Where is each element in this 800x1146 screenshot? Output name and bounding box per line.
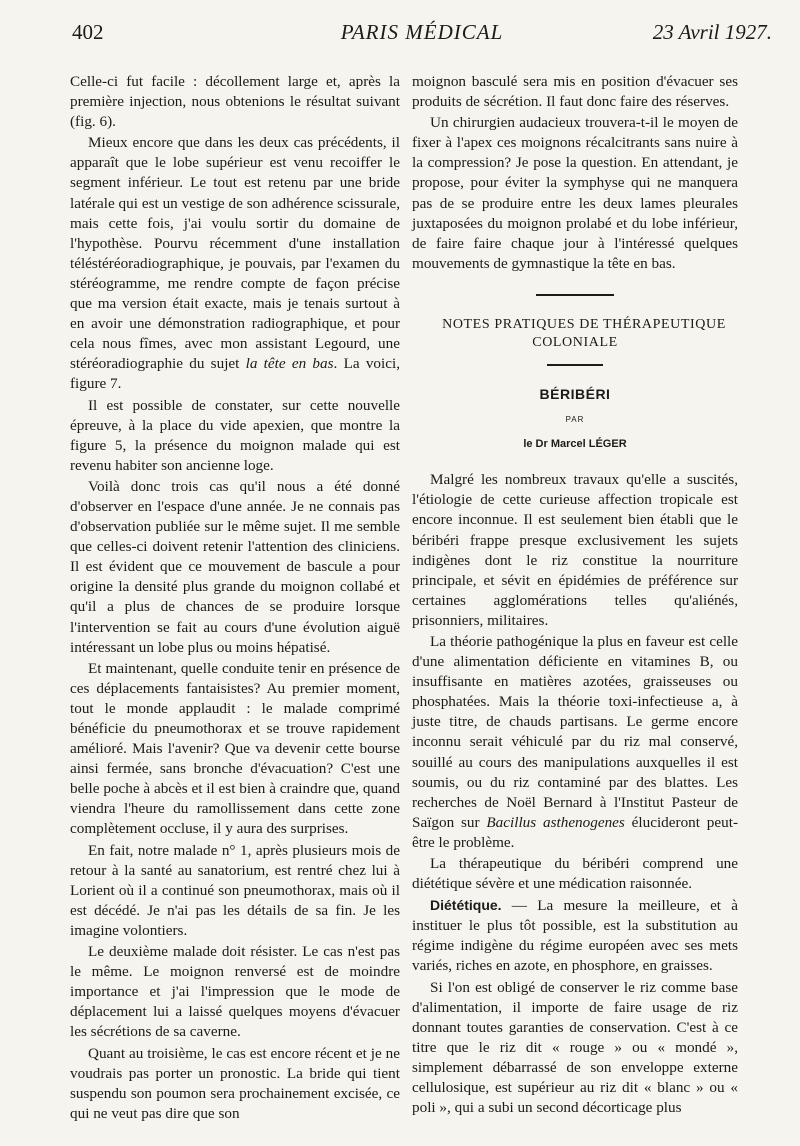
paragraph: Et maintenant, quelle conduite tenir en présence de ces déplacements fantaisistes? Au premier moment, tout le monde applaudit : le malade comprimé bénéficie du pneumothorax et se trouve rapidement amélioré. Mais l'avenir? Que va devenir cette bourse ainsi fermée, sans bronche d'évacuation? C'est une belle poche à abcès et il est bien à craindre que, quand viendra l'heure du ramollissement dans cette zone complètement occluse, il y aura des surprises. — [70, 659, 400, 838]
paragraph: La thérapeutique du béribéri comprend une diététique sévère et une médication raisonnée. — [412, 855, 738, 893]
section-divider — [547, 364, 603, 366]
paragraph: En fait, notre malade n° 1, après plusieurs mois de retour à la santé au sanatorium, est rentré chez lui à Lorient où il a continué son pneumothorax, mais où il est décédé. Je n'ai pas les détails de sa fin. Je les imagine volontiers. — [70, 841, 400, 939]
paragraph — [70, 133, 400, 394]
section-heading: NOTES PRATIQUES DE THÉRAPEUTIQUE COLONIALE — [442, 316, 726, 350]
dietetique-heading: Diététique. — [430, 897, 502, 914]
issue-date: 23 Avril 1927. — [652, 20, 772, 44]
paragraph — [412, 895, 738, 976]
paragraph: Il est possible de constater, sur cette nouvelle épreuve, à la place du vide apexien, que montre la figure 5, la présence du moignon malade qui est revenu habiter son ancienne loge. — [70, 396, 400, 474]
italic-phrase: Bacillus asthenogenes — [486, 813, 625, 831]
page-number: 402 — [72, 20, 104, 44]
paragraph: Le deuxième malade doit résister. Le cas n'est pas le même. Le moignon renversé est de moindre importance et j'ai l'impression que le mode de déplacement lui a laissé quelques moyens d'évacuer les sécrétions de sa caverne. — [70, 943, 400, 1041]
article-title: BÉRIBÉRI — [539, 385, 611, 402]
paragraph-text: élucideront peut-être le problème. — [412, 813, 739, 851]
italic-phrase: la tête en bas — [245, 355, 334, 373]
paragraph: Malgré les nombreux travaux qu'elle a suscités, l'étiologie de cette curieuse affection tropicale est encore inconnue. Il est seulement bien établi que le béribéri frappe presque exclusivement les sujets indigènes dont le riz constitue la nourriture principale, et sévit en épidémies de préférence sur certaines agglomérations telles qu'aliénés, prisonniers, militaires. — [412, 471, 738, 629]
section-divider — [536, 294, 614, 296]
page-header — [72, 14, 772, 50]
paragraph-text: — La mesure la meilleure, et à instituer le plus tôt possible, est la substitution au régime indigène du régime européen avec ses mets variés, riches en azote, en phosphore, en graisses. — [412, 897, 738, 975]
article-author: le Dr Marcel LÉGER — [523, 438, 627, 451]
paragraph-text: . La voici, figure 7. — [70, 355, 400, 393]
byline-par: PAR — [565, 415, 585, 425]
paragraph: Voilà donc trois cas qu'il nous a été donné d'observer en l'espace d'une année. Je ne connais pas d'observation publiée sur le même sujet. Il me semble que celles-ci doivent retenir l'attention des cliniciens. Il est évident que ce mouvement de bascule a pour origine la densité plus grande du moignon collabé et qu'il a plus de chances de se produire lorsque l'intervention se fait au cours d'une évolution aiguë intéressant un lobe plus ou moins hépatisé. — [70, 477, 400, 656]
paragraph: Quant au troisième, le cas est encore récent et je ne voudrais pas porter un pronostic. La bride qui tient suspendu son poumon sera prochainement excisée, ce qui ne veut pas dire que son — [70, 1044, 400, 1122]
right-column — [412, 72, 738, 1119]
paragraph-text: Mieux encore que dans les deux cas précédents, il apparaît que le lobe supérieur est venu recoiffer le segment inférieur. Le tout est retenu par une bride latérale qui est un vestige de son adhérence scissurale, mais cette fois, j'ai voulu sortir du domaine de l'hypothèse. Pourvu récemment d'une installation téléstéréoradiographique, je pouvais, par l'examen du stéréogramme, me rendre compte de façon précise que ma version était exacte, mais je tenais surtout à en avoir une démonstration radiographique, et pour cela nous fîmes, avec mon assistant Legourd, une stéréoradiographie du sujet — [70, 134, 400, 373]
paragraph — [412, 632, 738, 853]
paragraph: moignon basculé sera mis en position d'évacuer ses produits de sécrétion. Il faut donc faire des réserves. — [412, 73, 738, 111]
journal-title: PARIS MÉDICAL — [340, 20, 504, 44]
paragraph: Celle-ci fut facile : décollement large et, après la première injection, nous obtenions le résultat suivant (fig. 6). — [70, 73, 400, 131]
left-column — [70, 72, 400, 1125]
paragraph: Si l'on est obligé de conserver le riz comme base d'alimentation, il importe de faire usage de riz donnant toutes garanties de conservation. C'est à ce titre que le riz dit « rouge » ou « mondé », simplement débarrassé de son enveloppe externe cellulosique, est supérieur au riz dit « blanc » ou « poli », qui a subi un second décorticage plus — [412, 978, 738, 1117]
paragraph-text: La théorie pathogénique la plus en faveur est celle d'une alimentation déficiente en vitamines B, ou insuffisante en matières azotées, graisseuses ou phosphatées. Mais la théorie toxi-infectieuse a, à juste titre, de chauds partisans. Le germe encore inconnu serait véhiculé par du riz mal conservé, souillé au cours des manipulations auxquelles il est soumis, ou du riz contaminé par des blattes. Les recherches de Noël Bernard à l'Institut Pasteur de Saïgon sur — [412, 632, 738, 831]
paragraph: Un chirurgien audacieux trouvera-t-il le moyen de fixer à l'apex ces moignons récalcitrants sans nuire à la compression? Je pose la question. En attendant, je propose, pour éviter la symphyse qui ne manquera pas de se produire entre les deux lames pleurales juxtaposées du moignon prolabé et du lobe inférieur, de faire faire chaque jour à l'intéressé quelques mouvements de gymnastique la tête en bas. — [412, 114, 738, 272]
